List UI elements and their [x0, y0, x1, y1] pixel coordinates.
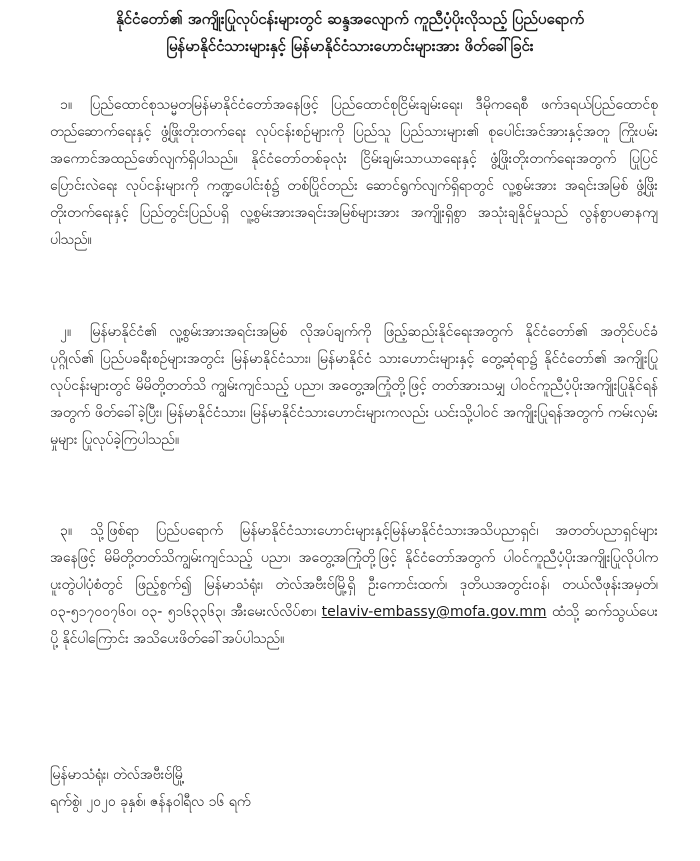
paragraph-number: ၂။ — [60, 324, 72, 340]
paragraph-1 — [50, 92, 658, 254]
paragraph-text: ပြည်ထောင်စုသမ္မတမြန်မာနိုင်ငံတော်အနေဖြင့် ပြည်ထောင်စုငြိမ်းချမ်းရေး၊ ဒီမိုကရေစီ ဖက်ဒရယ်ပြည်ထောင်စု တည်ဆောက်ရေးနှင့် ဖွံ့ဖြိုးတိုးတက်ရေး လုပ်ငန်းစဉ်များကို ပြည်သူ ပြည်သားများ၏ စုပေါင်းအင်အားနှင့်အတူ ကြိုးပမ်းအကောင်အထည်ဖော်လျက်ရှိပါသည်။ နိုင်ငံတော်တစ်ခုလုံး ငြိမ်းချမ်းသာယာရေးနှင့် ဖွံ့ဖြိုးတိုးတက်ရေးအတွက် ပြုပြင်ပြောင်းလဲရေး လုပ်ငန်းများကို ကဏ္ဍပေါင်းစုံ၌ တစ်ပြိုင်တည်း ဆောင်ရွက်လျက်ရှိရာတွင် လူ့စွမ်းအား အရင်းအမြစ် ဖွံ့ဖြိုးတိုးတက်ရေးနှင့် ပြည်တွင်းပြည်ပရှိ လူ့စွမ်းအားအရင်းအမြစ်များအား အကျိုးရှိစွာ အသုံးချနိုင်မှုသည် လွန်စွာပဓာနကျပါသည်။ — [50, 97, 658, 248]
paragraph-number: ၁။ — [60, 97, 73, 113]
paragraph-text: မြန်မာနိုင်ငံ၏ လူ့စွမ်းအားအရင်းအမြစ် လိုအပ်ချက်ကို ဖြည့်ဆည်းနိုင်ရေးအတွက် နိုင်ငံတော်၏ အတိုင်ပင်ခံပုဂ္ဂိုလ်၏ ပြည်ပခရီးစဉ်များအတွင်း မြန်မာနိုင်ငံသား၊ မြန်မာနိုင်ငံ သားဟောင်းများနှင့် တွေ့ဆုံရာ၌ နိုင်ငံတော်၏ အကျိုးပြုလုပ်ငန်းများတွင် မိမိတို့တတ်သိ ကျွမ်းကျင်သည့် ပညာ၊ အတွေ့အကြုံတို့ဖြင့် တတ်အားသမျှ ပါဝင်ကူညီပံ့ပိုးအကျိုးပြုနိုင်ရန် အတွက် ဖိတ်ခေါ်ခဲ့ပြီး၊ မြန်မာနိုင်ငံသား၊ မြန်မာနိုင်ငံသားဟောင်းများကလည်း ယင်းသို့ပါဝင် အကျိုးပြုရန်အတွက် ကမ်းလှမ်းမှုများ ပြုလုပ်ခဲ့ကြပါသည်။ — [50, 324, 658, 448]
footer-date: ရက်စွဲ၊ ၂၀၂၀ ခုနှစ်၊ ဇန်နဝါရီလ ၁၆ ရက် — [50, 794, 251, 810]
heading-line-1: နိုင်ငံတော်၏ အကျိုးပြုလုပ်ငန်းများတွင် ဆန္ဒအလျောက် ကူညီပံ့ပိုးလိုသည့် ပြည်ပရောက် — [115, 10, 585, 28]
footer-embassy: မြန်မာသံရုံး၊ တဲလ်အဗီးဗ်မြို့ — [50, 767, 185, 783]
email-link[interactable]: telaviv-embassy@mofa.gov.mm — [321, 604, 547, 620]
paragraph-3 — [50, 518, 658, 653]
paragraph-2 — [50, 319, 658, 454]
paragraph-number: ၃။ — [60, 523, 73, 539]
paragraph-text: သို့ဖြစ်ရာ ပြည်ပရောက် မြန်မာနိုင်ငံသားဟောင်းများနှင့်မြန်မာနိုင်ငံသားအသိပညာရှင်၊ အတတ်ပညာရှင်များအနေဖြင့် မိမိတို့တတ်သိကျွမ်းကျင်သည့် ပညာ၊ အတွေ့အကြုံတို့ဖြင့် နိုင်ငံတော်အတွက် ပါဝင်ကူညီပံ့ပိုးအကျိုးပြုလိုပါက ပူးတွဲပါပုံစံတွင် ဖြည့်စွက်၍ မြန်မာသံရုံး၊ တဲလ်အဗီးဗ်မြို့ရှိ ဦးကောင်းထက်၊ ဒုတိယအတွင်းဝန်၊ တယ်လီဖုန်းအမှတ်၊ ၀၃-၅၁၇၀၀၇၆၀၊ ၀၃- ၅၁၆၃၃၆၃၊ အီးမေးလ်လိပ်စာ၊ — [50, 523, 658, 620]
document-footer — [50, 762, 251, 816]
document-heading — [20, 6, 680, 60]
heading-line-2: မြန်မာနိုင်ငံသားများနှင့် မြန်မာနိုင်ငံသားဟောင်းများအား ဖိတ်ခေါ်ခြင်း — [166, 37, 534, 55]
paragraph-text-end: ထံသို့ ဆက်သွယ်ပေးပို့ နိုင်ပါကြောင်း အသိပေးဖိတ်ခေါ်အပ်ပါသည်။ — [50, 604, 658, 647]
